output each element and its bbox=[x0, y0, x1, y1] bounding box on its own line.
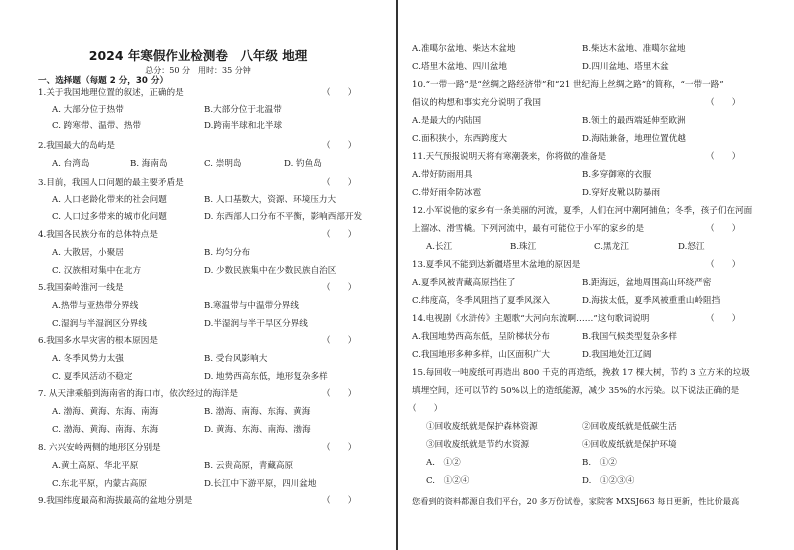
question-text: 11.天气预报说明天将有寒潮袭来，你将做的准备是 bbox=[412, 152, 607, 162]
question-text: 13.夏季风不能到达新疆塔里木盆地的原因是 bbox=[412, 260, 581, 270]
question-text: 12.小军说他的家乡有一条美丽的河流，夏季，人们在河中潮阿捕鱼；冬季，孩子们在河面 bbox=[412, 206, 753, 216]
answer-paren: （ ） bbox=[408, 404, 443, 414]
exam-meta: 总分：50 分 用时：35 分钟 bbox=[145, 66, 251, 75]
question-text: 2.我国最大的岛屿是 bbox=[38, 141, 115, 151]
answer-paren: （ ） bbox=[706, 260, 741, 270]
answer-paren: （ ） bbox=[322, 389, 357, 399]
option: D. ①②③④ bbox=[582, 476, 635, 486]
option: A. 大散居，小聚居 bbox=[52, 248, 124, 258]
option: B. 海南岛 bbox=[130, 159, 168, 169]
option: C.黑龙江 bbox=[594, 242, 629, 252]
option: B. ①② bbox=[582, 458, 617, 468]
option: A.带好防雨用具 bbox=[412, 170, 473, 180]
option: D.长江中下游平原，四川盆地 bbox=[204, 479, 317, 489]
option: B.柴达木盆地、准噶尔盆地 bbox=[582, 44, 686, 54]
option: D. 黄海、东海、南海、渤海 bbox=[204, 425, 311, 435]
option: A.是最大的内陆国 bbox=[412, 116, 482, 126]
section-heading: 一、选择题（每题 2 分，30 分） bbox=[38, 76, 169, 86]
option: C.带好雨伞防冰雹 bbox=[412, 188, 482, 198]
option: B.大部分位于北温带 bbox=[204, 105, 282, 115]
question-text: 7. 从天津乘船到海南省的海口市，依次经过的海洋是 bbox=[38, 389, 238, 399]
answer-paren: （ ） bbox=[322, 178, 357, 188]
option: A.热带与亚热带分界线 bbox=[52, 301, 139, 311]
option: B. 均匀分布 bbox=[204, 248, 251, 258]
question-text: 1.关于我国地理位置的叙述，正确的是 bbox=[38, 88, 184, 98]
option: A. 渤海、黄海、东海、南海 bbox=[52, 407, 159, 417]
option: C.纬度高，冬季风阻挡了夏季风深入 bbox=[412, 296, 550, 306]
answer-paren: （ ） bbox=[322, 88, 357, 98]
option: C. 跨寒带、温带、热带 bbox=[52, 121, 142, 131]
answer-paren: （ ） bbox=[706, 152, 741, 162]
answer-paren: （ ） bbox=[322, 230, 357, 240]
option: A.我国地势西高东低，呈阶梯状分布 bbox=[412, 332, 550, 342]
option: D.怒江 bbox=[678, 242, 705, 252]
option: A. 大部分位于热带 bbox=[52, 105, 124, 115]
option: B.领土的最西端延伸至欧洲 bbox=[582, 116, 686, 126]
option: D.跨南半球和北半球 bbox=[204, 121, 283, 131]
question-text: 上溜冰、滑雪橇。下列河流中，最有可能位于小军的家乡的是 bbox=[412, 224, 645, 234]
statement: ①回收废纸就是保护森林资源 bbox=[426, 422, 538, 432]
option: C. 渤海、黄海、南海、东海 bbox=[52, 425, 159, 435]
option: B. 云贵高原，青藏高原 bbox=[204, 461, 294, 471]
option: D. 少数民族集中在少数民族自治区 bbox=[204, 266, 337, 276]
page-title: 2024 年寒假作业检测卷 八年级 地理 bbox=[88, 48, 308, 63]
statement: ②回收废纸就是低碳生活 bbox=[582, 422, 677, 432]
option: C.湿润与半湿润区分界线 bbox=[52, 319, 147, 329]
answer-paren: （ ） bbox=[706, 314, 741, 324]
question-text: 5.我国秦岭淮河一线是 bbox=[38, 283, 124, 293]
option: B. 受台风影响大 bbox=[204, 354, 268, 364]
answer-paren: （ ） bbox=[322, 443, 357, 453]
option: A. 人口老龄化带来的社会问题 bbox=[52, 195, 167, 205]
option: D.海拔太低，夏季风被重重山岭阻挡 bbox=[582, 296, 721, 306]
option: C. 人口过多带来的城市化问题 bbox=[52, 212, 167, 222]
option: A. 台湾岛 bbox=[52, 159, 90, 169]
question-text: 填埋空间，还可以节约 50%以上的造纸能源，减少 35%的水污染。以下说法正确的是 bbox=[412, 386, 740, 396]
answer-paren: （ ） bbox=[322, 496, 357, 506]
option: C. 汉族相对集中在北方 bbox=[52, 266, 142, 276]
column-divider bbox=[396, 0, 398, 550]
option: B. 人口基数大，资源、环境压力大 bbox=[204, 195, 337, 205]
option: A.夏季风被青藏高原挡住了 bbox=[412, 278, 516, 288]
option: D.穿好皮靴以防暴雨 bbox=[582, 188, 661, 198]
question-text: 14.电视剧《水浒传》主题歌“大河向东流啊……”这句歌词说明 bbox=[412, 314, 650, 324]
option: D. 地势西高东低，地形复杂多样 bbox=[204, 372, 328, 382]
question-text: 3.目前，我国人口问题的最主要矛盾是 bbox=[38, 178, 184, 188]
option: C. ①②④ bbox=[426, 476, 470, 486]
option: A.长江 bbox=[426, 242, 453, 252]
answer-paren: （ ） bbox=[322, 283, 357, 293]
option: A.准噶尔盆地、柴达木盆地 bbox=[412, 44, 516, 54]
option: B.距海远，盆地周围高山环绕严密 bbox=[582, 278, 712, 288]
option: B.多穿御寒的衣服 bbox=[582, 170, 652, 180]
question-text: 10.“一带一路”是“丝绸之路经济带”和“21 世纪海上丝绸之路”的简称，“一带一路” bbox=[412, 80, 724, 90]
answer-paren: （ ） bbox=[322, 141, 357, 151]
option: D.四川盆地、塔里木盆 bbox=[582, 62, 669, 72]
option: C. 崇明岛 bbox=[204, 159, 242, 169]
option: C.塔里木盆地、四川盆地 bbox=[412, 62, 507, 72]
footer-note: 您看到的资料都源自我们平台，20 多万份试卷，家院客 MXSJ663 每日更新，性比价最高 bbox=[412, 496, 740, 506]
option: A. ①② bbox=[426, 458, 461, 468]
option: C.东北平原，内蒙古高原 bbox=[52, 479, 147, 489]
option: C.面积狭小，东西跨度大 bbox=[412, 134, 507, 144]
option: B. 渤海、南海、东海、黄海 bbox=[204, 407, 311, 417]
statement: ④回收废纸就是保护环境 bbox=[582, 440, 677, 450]
option: B.我国气候类型复杂多样 bbox=[582, 332, 677, 342]
option: D. 钓鱼岛 bbox=[284, 159, 322, 169]
question-text: 4.我国各民族分布的总体特点是 bbox=[38, 230, 158, 240]
option: A.黄土高原、华北平原 bbox=[52, 461, 139, 471]
option: D.半湿润与半干旱区分界线 bbox=[204, 319, 308, 329]
question-text: 9.我国纬度最高和海拔最高的盆地分别是 bbox=[38, 496, 193, 506]
option: D.海陆兼备，地理位置优越 bbox=[582, 134, 686, 144]
question-text: 6.我国多水旱灾害的根本原因是 bbox=[38, 336, 158, 346]
question-text: 8. 六兴安岭两侧的地形区分别是 bbox=[38, 443, 161, 453]
option: A. 冬季风势力太强 bbox=[52, 354, 124, 364]
option: B.寒温带与中温带分界线 bbox=[204, 301, 299, 311]
option: C. 夏季风活动不稳定 bbox=[52, 372, 133, 382]
answer-paren: （ ） bbox=[706, 224, 741, 234]
statement: ③回收废纸就是节约水资源 bbox=[426, 440, 530, 450]
option: C.我国地形多种多样，山区面积广大 bbox=[412, 350, 550, 360]
option: D.我国地处江辽阔 bbox=[582, 350, 652, 360]
question-text: 倡议的构想和事实充分说明了我国 bbox=[412, 98, 541, 108]
option: B.珠江 bbox=[510, 242, 537, 252]
answer-paren: （ ） bbox=[322, 336, 357, 346]
question-text: 15.每回收一吨废纸可再造出 800 千克的再造纸，挽救 17 棵大树，节约 3 立方米的垃圾 bbox=[412, 368, 750, 378]
answer-paren: （ ） bbox=[706, 98, 741, 108]
option: D. 东西部人口分布不平衡，影响西部开发 bbox=[204, 212, 363, 222]
